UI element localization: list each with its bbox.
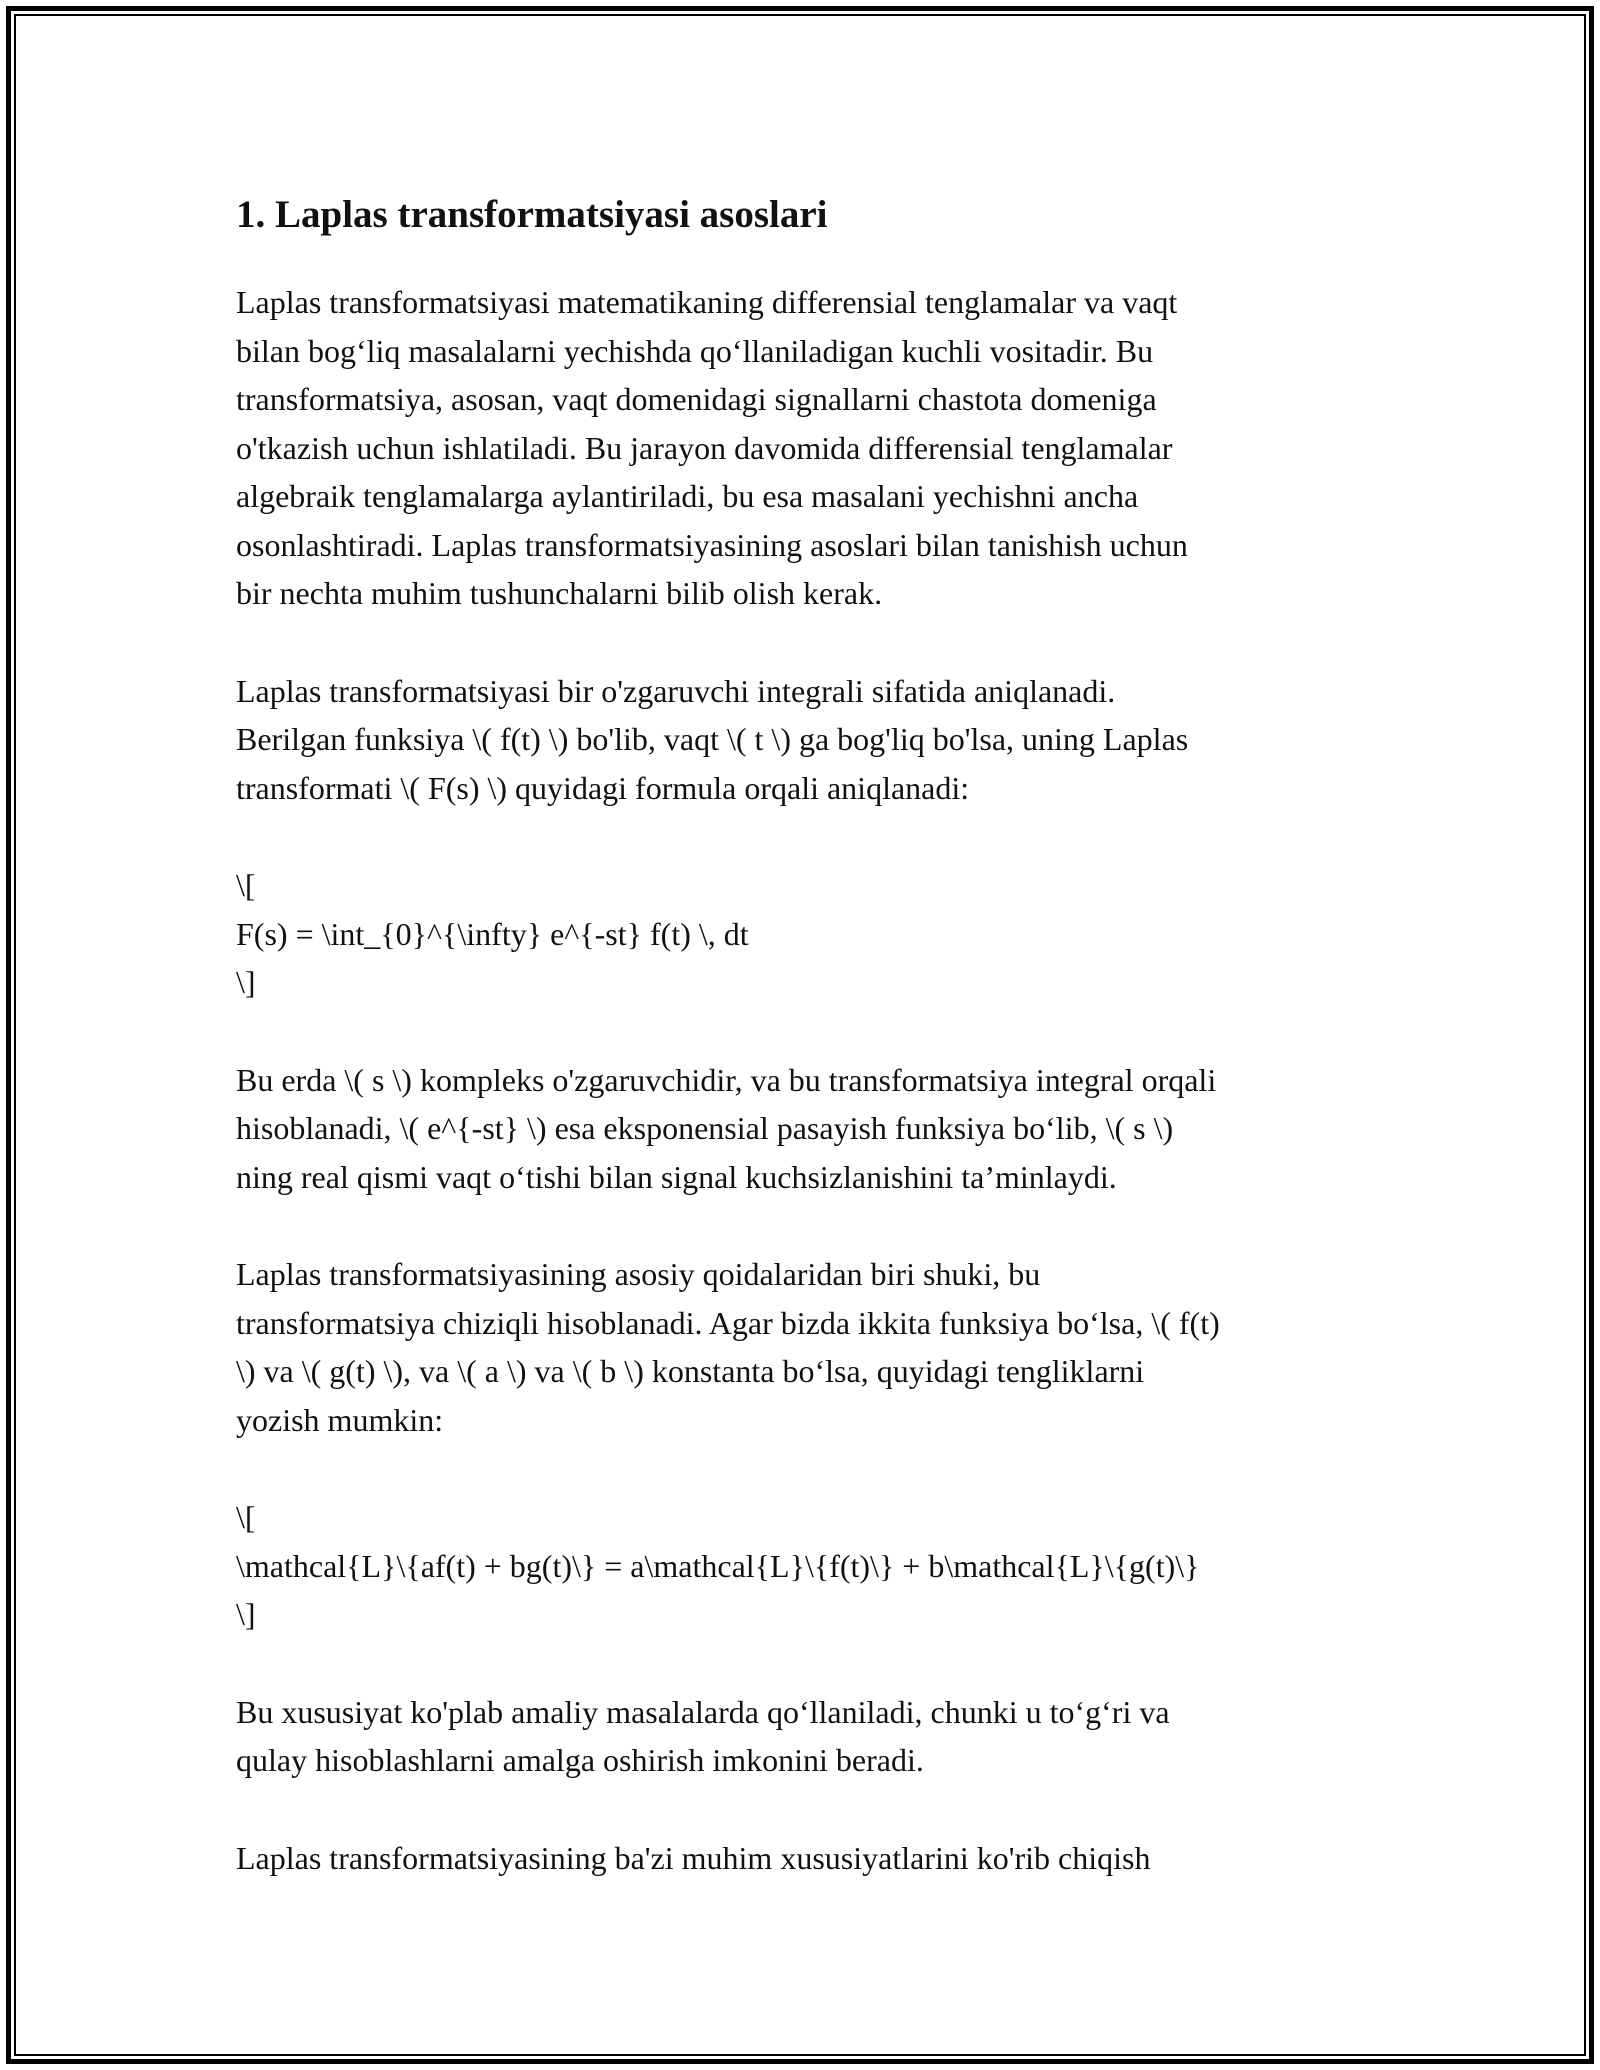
paragraph-properties: Laplas transformatsiyasining ba'zi muhim xususiyatlarini ko'rib chiqish [236, 1839, 1151, 1876]
document-page [236, 185, 1386, 1931]
formula-laplas-definition: \[ F(s) = \int_{0}^{\infty} e^{-st} f(t) \, dt \] [236, 867, 749, 1000]
paragraph-definition: Laplas transformatsiyasi bir o'zgaruvchi integrali sifatida aniqlanadi. Berilgan funksiya \( f(t) \) bo'lib, vaqt \( t \) ga bog'liq bo'lsa, uning Laplas transformati \( F(s) \) quyidagi formula orqali aniqlanadi: [236, 672, 1189, 806]
formula-linearity: \[ \mathcal{L}\{af(t) + bg(t)\} = a\mathcal{L}\{f(t)\} + b\mathcal{L}\{g(t)\} \] [236, 1499, 1200, 1632]
paragraph-application: Bu xususiyat ko'plab amaliy masalalarda qo‘llaniladi, chunki u to‘g‘ri va qulay hisoblashlarni amalga oshirish imkonini beradi. [236, 1693, 1170, 1778]
paragraph-linearity: Laplas transformatsiyasining asosiy qoidalaridan biri shuki, bu transformatsiya chiziqli hisoblanadi. Agar bizda ikkita funksiya bo‘lsa, \( f(t) \) va \( g(t) \), va \( a \) va \( b \) konstanta bo‘lsa, quyidagi tengliklarni yozish mumkin: [236, 1256, 1220, 1438]
section-heading: 1. Laplas transformatsiyasi asoslari [236, 193, 828, 236]
paragraph-intro: Laplas transformatsiyasi matematikaning differensial tenglamalar va vaqt bilan bog‘liq masalalarni yechishda qo‘llaniladigan kuchli vositadir. Bu transformatsiya, asosan, vaqt domenidagi signallarni chastota domeniga o'tkazish uchun ishlatiladi. Bu jarayon davomida differensial tenglamalar algebraik tenglamalarga aylantiriladi, bu esa masalani yechishni ancha osonlashtiradi. Laplas transformatsiyasining asoslari bilan tanishish uchun bir nechta muhim tushunchalarni bilib olish kerak. [236, 284, 1188, 611]
paragraph-explanation: Bu erda \( s \) kompleks o'zgaruvchidir, va bu transformatsiya integral orqali hisoblanadi, \( e^{-st} \) esa eksponensial pasayish funksiya bo‘lib, \( s \) ning real qismi vaqt o‘tishi bilan signal kuchsizlanishini ta’minlaydi. [236, 1061, 1217, 1195]
